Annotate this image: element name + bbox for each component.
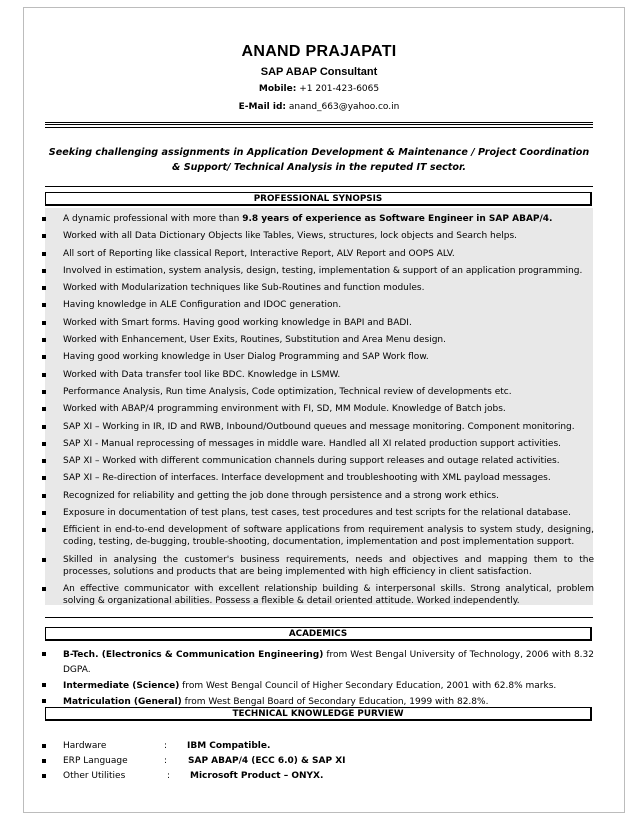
list-item <box>38 679 594 694</box>
academics-list <box>38 648 594 711</box>
synopsis-list <box>38 213 594 612</box>
list-item: Having good working knowledge in User Dialog Programming and SAP Work flow. <box>38 351 594 363</box>
degree-name: Intermediate (Science) <box>63 681 180 691</box>
list-item: Worked with all Data Dictionary Objects like Tables, Views, structures, lock objects and Search helps. <box>38 230 594 242</box>
mobile-line <box>0 83 638 96</box>
degree-details: from West Bengal University of Technology, 2006 with 8.32 DGPA. <box>63 650 594 675</box>
list-item: An effective communicator with excellent relationship building & interpersonal skills. Strong analytical, problem solving & organizational abilities. Possess a flexible & detail oriented attitude. Worked independently. <box>38 583 594 607</box>
list-item: SAP XI – Worked with different communication channels during support releases and outage related activities. <box>38 455 594 467</box>
tech-value: Microsoft Product – ONYX. <box>190 771 324 781</box>
career-objective: Seeking challenging assignments in Application Development & Maintenance / Project Coordination & Support/ Technical Analysis in the reputed IT sector. <box>48 147 590 173</box>
email-line <box>0 101 638 114</box>
section-heading-academics: ACADEMICS <box>45 627 592 641</box>
list-item-text: A dynamic professional with more than <box>63 214 243 224</box>
degree-name: Matriculation (General) <box>63 697 182 707</box>
list-item: Worked with Enhancement, User Exits, Routines, Substitution and Area Menu design. <box>38 334 594 346</box>
resume-header <box>0 42 638 114</box>
bullet-icon <box>42 759 46 763</box>
list-item: Exposure in documentation of test plans, test cases, test procedures and test scripts for the relational database. <box>38 507 594 519</box>
list-item: Performance Analysis, Run time Analysis, Code optimization, Technical review of developments etc. <box>38 386 594 398</box>
tech-value: IBM Compatible. <box>187 741 271 751</box>
list-item: Efficient in end-to-end development of software applications from requirement analysis to system study, designing, coding, testing, de-bugging, trouble-shooting, documentation, implementation and post implementation support. <box>38 524 594 548</box>
degree-details: from West Bengal Council of Higher Secondary Education, 2001 with 62.8% marks. <box>179 681 557 691</box>
list-item: Having knowledge in ALE Configuration and IDOC generation. <box>38 299 594 311</box>
header-divider-thin <box>45 127 593 128</box>
job-title: SAP ABAP Consultant <box>260 66 378 78</box>
objective-divider <box>45 186 593 187</box>
bullet-icon <box>42 774 46 778</box>
list-item: SAP XI - Manual reprocessing of messages in middle ware. Handled all XI related production support activities. <box>38 438 594 450</box>
list-item: Worked with Modularization techniques like Sub-Routines and function modules. <box>38 282 594 294</box>
list-item: Worked with ABAP/4 programming environment with FI, SD, MM Module. Knowledge of Batch jobs. <box>38 403 594 415</box>
email-label: E-Mail id: <box>238 102 286 112</box>
tech-colon: : <box>167 771 171 781</box>
list-item: All sort of Reporting like classical Report, Interactive Report, ALV Report and OOPS ALV. <box>38 248 594 260</box>
section-heading-synopsis: PROFESSIONAL SYNOPSIS <box>45 192 592 206</box>
mobile-label: Mobile: <box>258 84 297 94</box>
list-item: Recognized for reliability and getting the job done through persistence and a strong work ethics. <box>38 490 594 502</box>
tech-colon: : <box>164 741 168 751</box>
tech-label: ERP Language <box>63 756 128 766</box>
list-item-bold: 9.8 years of experience as Software Engineer in SAP ABAP/4. <box>242 214 553 224</box>
mobile-value: +1 201-423-6065 <box>299 84 380 94</box>
list-item <box>38 213 594 225</box>
header-divider <box>45 122 593 125</box>
list-item: Skilled in analysing the customer's business requirements, needs and objectives and mapping them to the processes, solutions and products that are being implemented with high efficiency in client satisfaction. <box>38 554 594 578</box>
list-item: Involved in estimation, system analysis, design, testing, implementation & support of an application programming. <box>38 265 594 277</box>
list-item: SAP XI – Working in IR, ID and RWB, Inbound/Outbound queues and message monitoring. Component monitoring. <box>38 421 594 433</box>
tech-label: Hardware <box>63 741 107 751</box>
academics-divider <box>45 617 593 618</box>
tech-colon: : <box>164 756 168 766</box>
list-item: SAP XI – Re-direction of interfaces. Interface development and troubleshooting with XML payload messages. <box>38 472 594 484</box>
list-item <box>38 648 594 678</box>
degree-name: B-Tech. (Electronics & Communication Engineering) <box>63 650 324 660</box>
tech-value: SAP ABAP/4 (ECC 6.0) & SAP XI <box>188 756 346 766</box>
section-heading-technical: TECHNICAL KNOWLEDGE PURVIEW <box>45 707 592 721</box>
tech-label: Other Utilities <box>63 771 126 781</box>
list-item: Worked with Smart forms. Having good working knowledge in BAPI and BADI. <box>38 317 594 329</box>
email-value: anand_663@yahoo.co.in <box>288 102 400 112</box>
candidate-name: ANAND PRAJAPATI <box>241 43 397 60</box>
degree-details: from West Bengal Board of Secondary Education, 1999 with 82.8%. <box>181 697 489 707</box>
list-item: Worked with Data transfer tool like BDC. Knowledge in LSMW. <box>38 369 594 381</box>
bullet-icon <box>42 744 46 748</box>
